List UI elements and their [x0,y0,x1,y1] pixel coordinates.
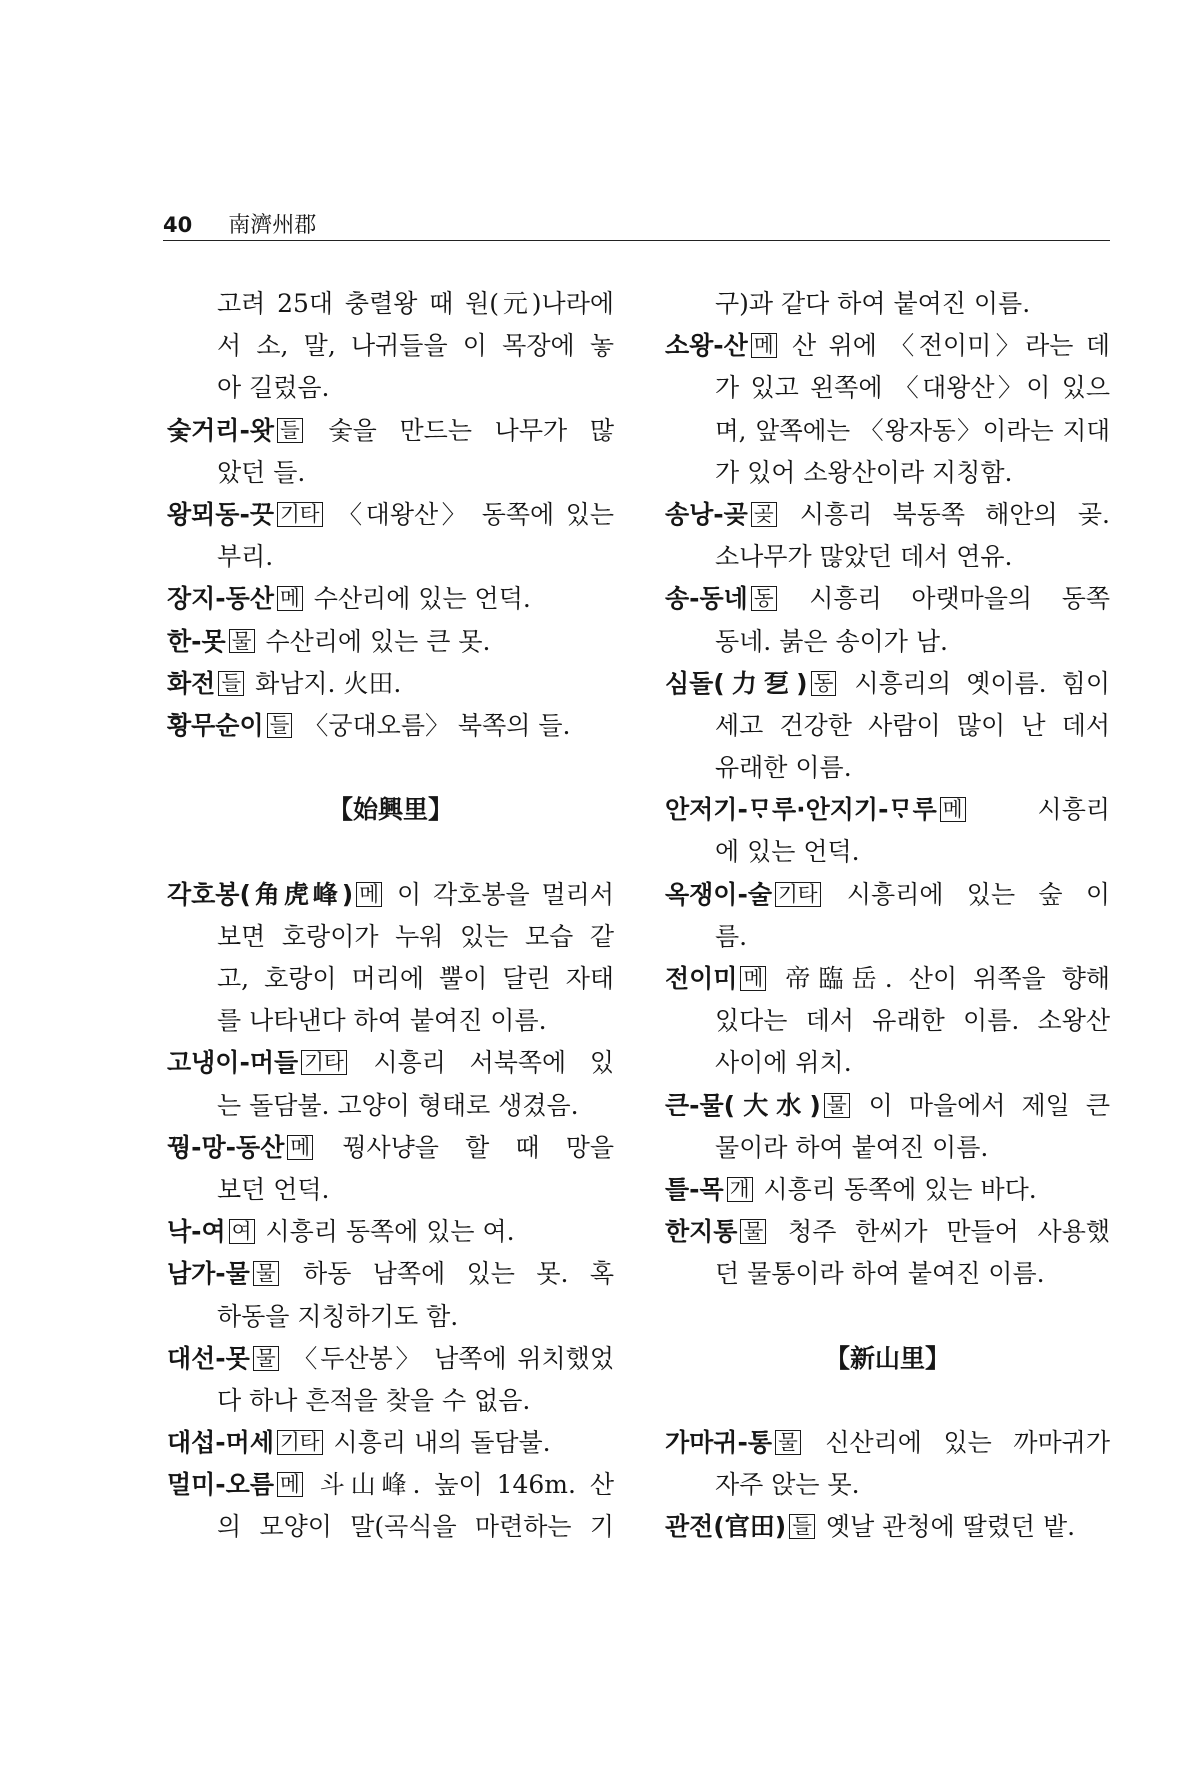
entry-first-line [665,325,1110,367]
entry-headword: 송낭-곶 [665,499,748,529]
entry-first-line [167,1338,614,1380]
entry-continuation-line: 부리. [217,542,274,572]
entry-headword: 한-못 [167,626,226,656]
entry-first-line [167,410,614,452]
entry-continuation-line: 보면 호랑이가 누워 있는 모습 같 [217,921,614,951]
entry-text: 시흥리의 옛이름. 힘이 [854,668,1110,698]
entry-headword: 멀미-오름 [167,1470,274,1500]
entry-first-line [665,663,1110,705]
entry-first-line [167,1464,614,1506]
entry-text: 이 각호봉을 멀리서 [396,879,614,909]
category-tag: 기타 [277,502,323,527]
entry-headword: 장지-동산 [167,584,274,614]
entry-text: 시흥리 북동쪽 해안의 곶. [799,499,1110,529]
entry-text: 수산리에 있는 큰 못. [265,626,491,656]
category-tag: 메 [277,586,303,611]
category-tag: 물 [775,1430,801,1455]
entry-text: 신산리에 있는 까마귀가 [825,1428,1110,1458]
category-tag: 메 [287,1135,313,1160]
entry-first-line [665,789,1110,831]
entry-continuation-line: 고, 호랑이 머리에 뿔이 달린 자태 [217,964,614,993]
entry-headword: 황무순이 [167,710,264,740]
entry-first-line [167,1211,614,1253]
entry-text: 시흥리 내의 돌담불. [333,1428,551,1458]
section-heading: 【新山里】 [824,1343,950,1373]
entry-continuation-line: 의 모양이 말(곡식을 마련하는 기 [217,1512,614,1542]
entry-first-line [665,1211,1110,1253]
entry-text: 시흥리 동쪽에 있는 바다. [763,1174,1037,1204]
entry-headword: 옥쟁이-술 [665,879,772,909]
category-tag: 들 [277,418,303,443]
category-tag: 기타 [301,1050,347,1075]
entry-text: 산 위에 〈전이미〉라는 데 [792,331,1110,361]
entry-first-line [665,958,1110,1000]
entry-first-line [167,1042,614,1084]
category-tag: 개 [727,1177,753,1202]
left-column [167,283,614,1549]
entry-headword: 가마귀-통 [665,1428,772,1458]
entry-headword: 각호봉(角虎峰) [167,879,354,909]
entry-headword: 안저기-ᄆᆞ루·안지기-ᄆᆞ루 [665,795,937,825]
category-tag: 메 [940,797,966,822]
entry-continuation-line: 다 하나 흔적을 찾을 수 없음. [217,1385,531,1415]
entry-text: 청주 한씨가 만들어 사용했 [788,1217,1110,1247]
entry-text: 시흥리 아랫마을의 동쪽 [809,584,1110,614]
entry-first-line [167,1422,614,1464]
entry-continuation-line: 자주 앉는 못. [715,1470,860,1500]
entry-headword: 송-동네 [665,584,748,614]
category-tag: 물 [740,1219,766,1244]
category-tag: 물 [824,1093,850,1118]
entry-first-line [665,874,1110,916]
entry-text: 이 마을에서 제일 큰 [868,1090,1110,1120]
category-tag: 메 [740,966,766,991]
category-tag: 동 [751,586,777,611]
entry-headword: 꿩-망-동산 [167,1132,285,1162]
entry-headword: 전이미 [665,964,738,993]
entry-continuation-line: 에 있는 언덕. [715,837,860,867]
entry-continuation-line: 보던 언덕. [217,1174,330,1204]
entry-continuation-line: 물이라 하여 붙여진 이름. [715,1132,989,1162]
page-header [163,212,316,238]
continuation-line: 구)과 같다 하여 붙여진 이름. [715,289,1031,318]
entry-headword: 낙-여 [167,1217,226,1247]
entry-continuation-line: 동네. 붉은 송이가 남. [715,626,948,656]
entry-text: 화남지. 火田. [255,668,402,698]
continuation-line: 고려 25대 충렬왕 때 원(元)나라에 [217,289,614,318]
entry-text: 〈두산봉〉 남쪽에 위치했었 [292,1343,614,1373]
entry-headword: 숯거리-왓 [167,415,274,445]
right-column [665,283,1110,1549]
entry-first-line [665,1506,1110,1548]
entry-headword: 남가-물 [167,1259,250,1289]
entry-continuation-line: 며, 앞쪽에는 〈왕자동〉이라는 지대 [715,415,1110,445]
category-tag: 메 [277,1472,303,1497]
category-tag: 곶 [751,502,777,527]
page-number: 40 [163,213,193,237]
entry-first-line [167,663,614,705]
category-tag: 메 [751,333,777,358]
entry-headword: 왕뫼동-끗 [167,499,274,529]
category-tag: 기타 [775,882,821,907]
entry-continuation-line: 있다는 데서 유래한 이름. 소왕산 [715,1006,1110,1036]
continuation-line: 서 소, 말, 나귀들을 이 목장에 놓 [217,331,614,361]
entry-continuation-line: 사이에 위치. [715,1048,852,1078]
category-tag: 들 [218,671,244,696]
entry-continuation-line: 름. [715,921,748,951]
entry-text: 숯을 만드는 나무가 많 [328,415,614,445]
entry-first-line [167,1253,614,1295]
entry-text: 시흥리 서북쪽에 있 [373,1048,614,1078]
header-rule [163,240,1110,241]
entry-first-line [665,1085,1110,1127]
entry-first-line [167,621,614,663]
entry-text: 〈대왕산〉 동쪽에 있는 [337,499,614,529]
entry-text: 수산리에 있는 언덕. [313,584,531,614]
entry-first-line [665,494,1110,536]
entry-text: 시흥리에 있는 숲 이 [846,879,1110,909]
category-tag: 들 [789,1514,815,1539]
entry-headword: 틀-목 [665,1174,724,1204]
entry-first-line [167,578,614,620]
entry-first-line [665,1169,1110,1211]
entry-headword: 큰-물(大水) [665,1090,821,1120]
entry-continuation-line: 가 있고 왼쪽에 〈대왕산〉이 있으 [715,373,1110,403]
entry-headword: 대선-못 [167,1343,250,1373]
entry-text: 시흥리 동쪽에 있는 여. [265,1217,515,1247]
section-heading: 【始興里】 [327,795,453,825]
entry-continuation-line: 유래한 이름. [715,753,852,783]
entry-continuation-line: 세고 건강한 사람이 많이 난 데서 [715,710,1110,740]
entry-text: 斗山峰. 높이 146m. 산 [319,1470,614,1500]
entry-continuation-line: 소나무가 많았던 데서 연유. [715,542,1013,572]
category-tag: 물 [253,1261,279,1286]
category-tag: 메 [356,882,382,907]
entry-continuation-line: 가 있어 소왕산이라 지칭함. [715,457,1013,487]
entry-headword: 소왕-산 [665,331,748,361]
entry-first-line [167,494,614,536]
entry-headword: 고냉이-머들 [167,1048,299,1078]
entry-first-line [167,874,614,916]
entry-continuation-line: 던 물통이라 하여 붙여진 이름. [715,1259,1045,1289]
entry-first-line [167,705,614,747]
continuation-line: 아 길렀음. [217,373,330,403]
entry-first-line [665,1422,1110,1464]
category-tag: 물 [229,629,255,654]
entry-first-line [167,1127,614,1169]
entry-text: 하동 남쪽에 있는 못. 혹 [303,1259,614,1289]
entry-text: 시흥리 [1037,795,1110,825]
entry-text: 옛날 관청에 딸렸던 밭. [825,1512,1076,1542]
entry-first-line [665,578,1110,620]
entry-headword: 심돌(力乭) [665,668,808,698]
entry-text: 꿩사냥을 할 때 망을 [342,1132,614,1162]
entry-headword: 대섭-머세 [167,1428,274,1458]
category-tag: 여 [229,1219,255,1244]
entry-continuation-line: 는 돌담불. 고양이 형태로 생겼음. [217,1090,579,1120]
entry-headword: 관전(官田) [665,1512,787,1542]
category-tag: 기타 [277,1430,323,1455]
entry-headword: 한지통 [665,1217,738,1247]
entry-headword: 화전 [167,668,216,698]
entry-text: 帝臨岳. 산이 위쪽을 향해 [785,964,1110,993]
entry-continuation-line: 를 나타낸다 하여 붙여진 이름. [217,1006,547,1036]
category-tag: 들 [267,713,293,738]
running-title: 南濟州郡 [228,213,317,238]
entry-continuation-line: 았던 들. [217,457,306,487]
entry-continuation-line: 하동을 지칭하기도 함. [217,1301,459,1331]
category-tag: 동 [811,671,837,696]
category-tag: 물 [253,1346,279,1371]
entry-text: 〈궁대오름〉 북쪽의 들. [303,710,571,740]
